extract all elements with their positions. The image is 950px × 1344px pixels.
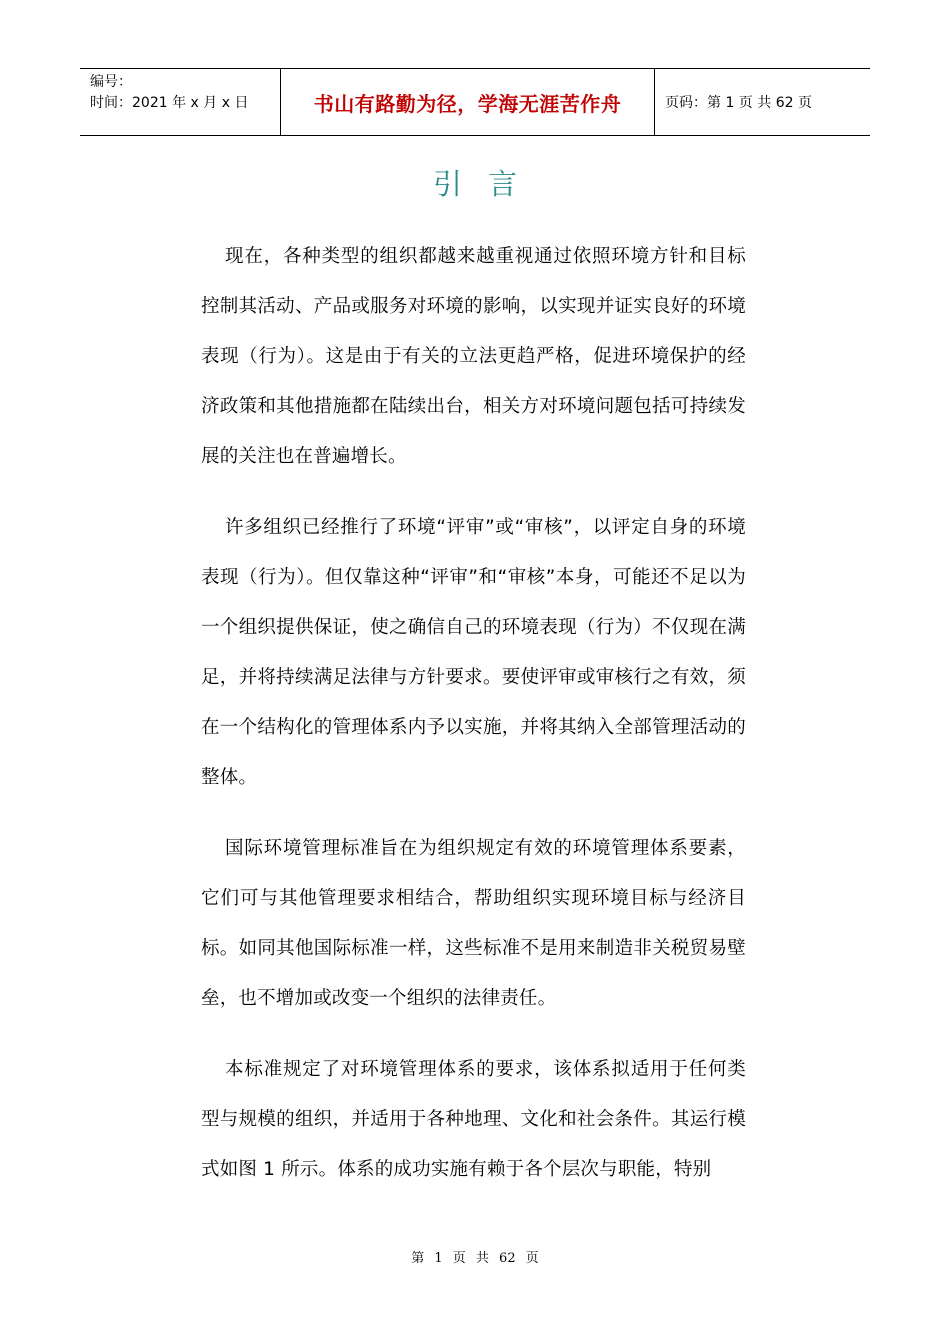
body-paragraph-4: 本标准规定了对环境管理体系的要求，该体系拟适用于任何类型与规模的组织，并适用于各种地理、文化和社会条件。其运行模式如图 1 所示。体系的成功实施有赖于各个层次与职能，特别 xyxy=(201,1059,746,1180)
page-header xyxy=(80,68,870,136)
body-paragraph-1: 现在，各种类型的组织都越来越重视通过依照环境方针和目标控制其活动、产品或服务对环境的影响，以实现并证实良好的环境表现（行为）。这是由于有关的立法更趋严格，促进环境保护的经济政策和其他措施都在陆续出台，相关方对环境问题包括可持续发展的关注也在普遍增长。 xyxy=(201,246,746,467)
header-page-info: 页码：第 1 页 共 62 页 xyxy=(665,95,812,111)
page-title: 引言 xyxy=(432,167,543,201)
body-paragraph-3: 国际环境管理标准旨在为组织规定有效的环境管理体系要素，它们可与其他管理要求相结合，帮助组织实现环境目标与经济目标。如同其他国际标准一样，这些标准不是用来制造非关税贸易壁垒，也不增加或改变一个组织的法律责任。 xyxy=(201,838,746,1009)
document-number-label: 编号： xyxy=(90,74,132,90)
header-meta-cell xyxy=(80,69,281,135)
document-body xyxy=(201,232,746,1216)
body-paragraph-2: 许多组织已经推行了环境“评审”或“审核”，以评定自身的环境表现（行为）。但仅靠这种“评审”和“审核”本身，可能还不足以为一个组织提供保证，使之确信自己的环境表现（行为）不仅现在满足，并将持续满足法律与方针要求。要使评审或审核行之有效，须在一个结构化的管理体系内予以实施，并将其纳入全部管理活动的整体。 xyxy=(201,517,746,788)
page-footer: 第 1 页 共 62 页 xyxy=(411,1251,539,1266)
header-slogan: 书山有路勤为径，学海无涯苦作舟 xyxy=(281,69,655,135)
document-date-label: 时间：2021 年 x 月 x 日 xyxy=(90,95,249,111)
